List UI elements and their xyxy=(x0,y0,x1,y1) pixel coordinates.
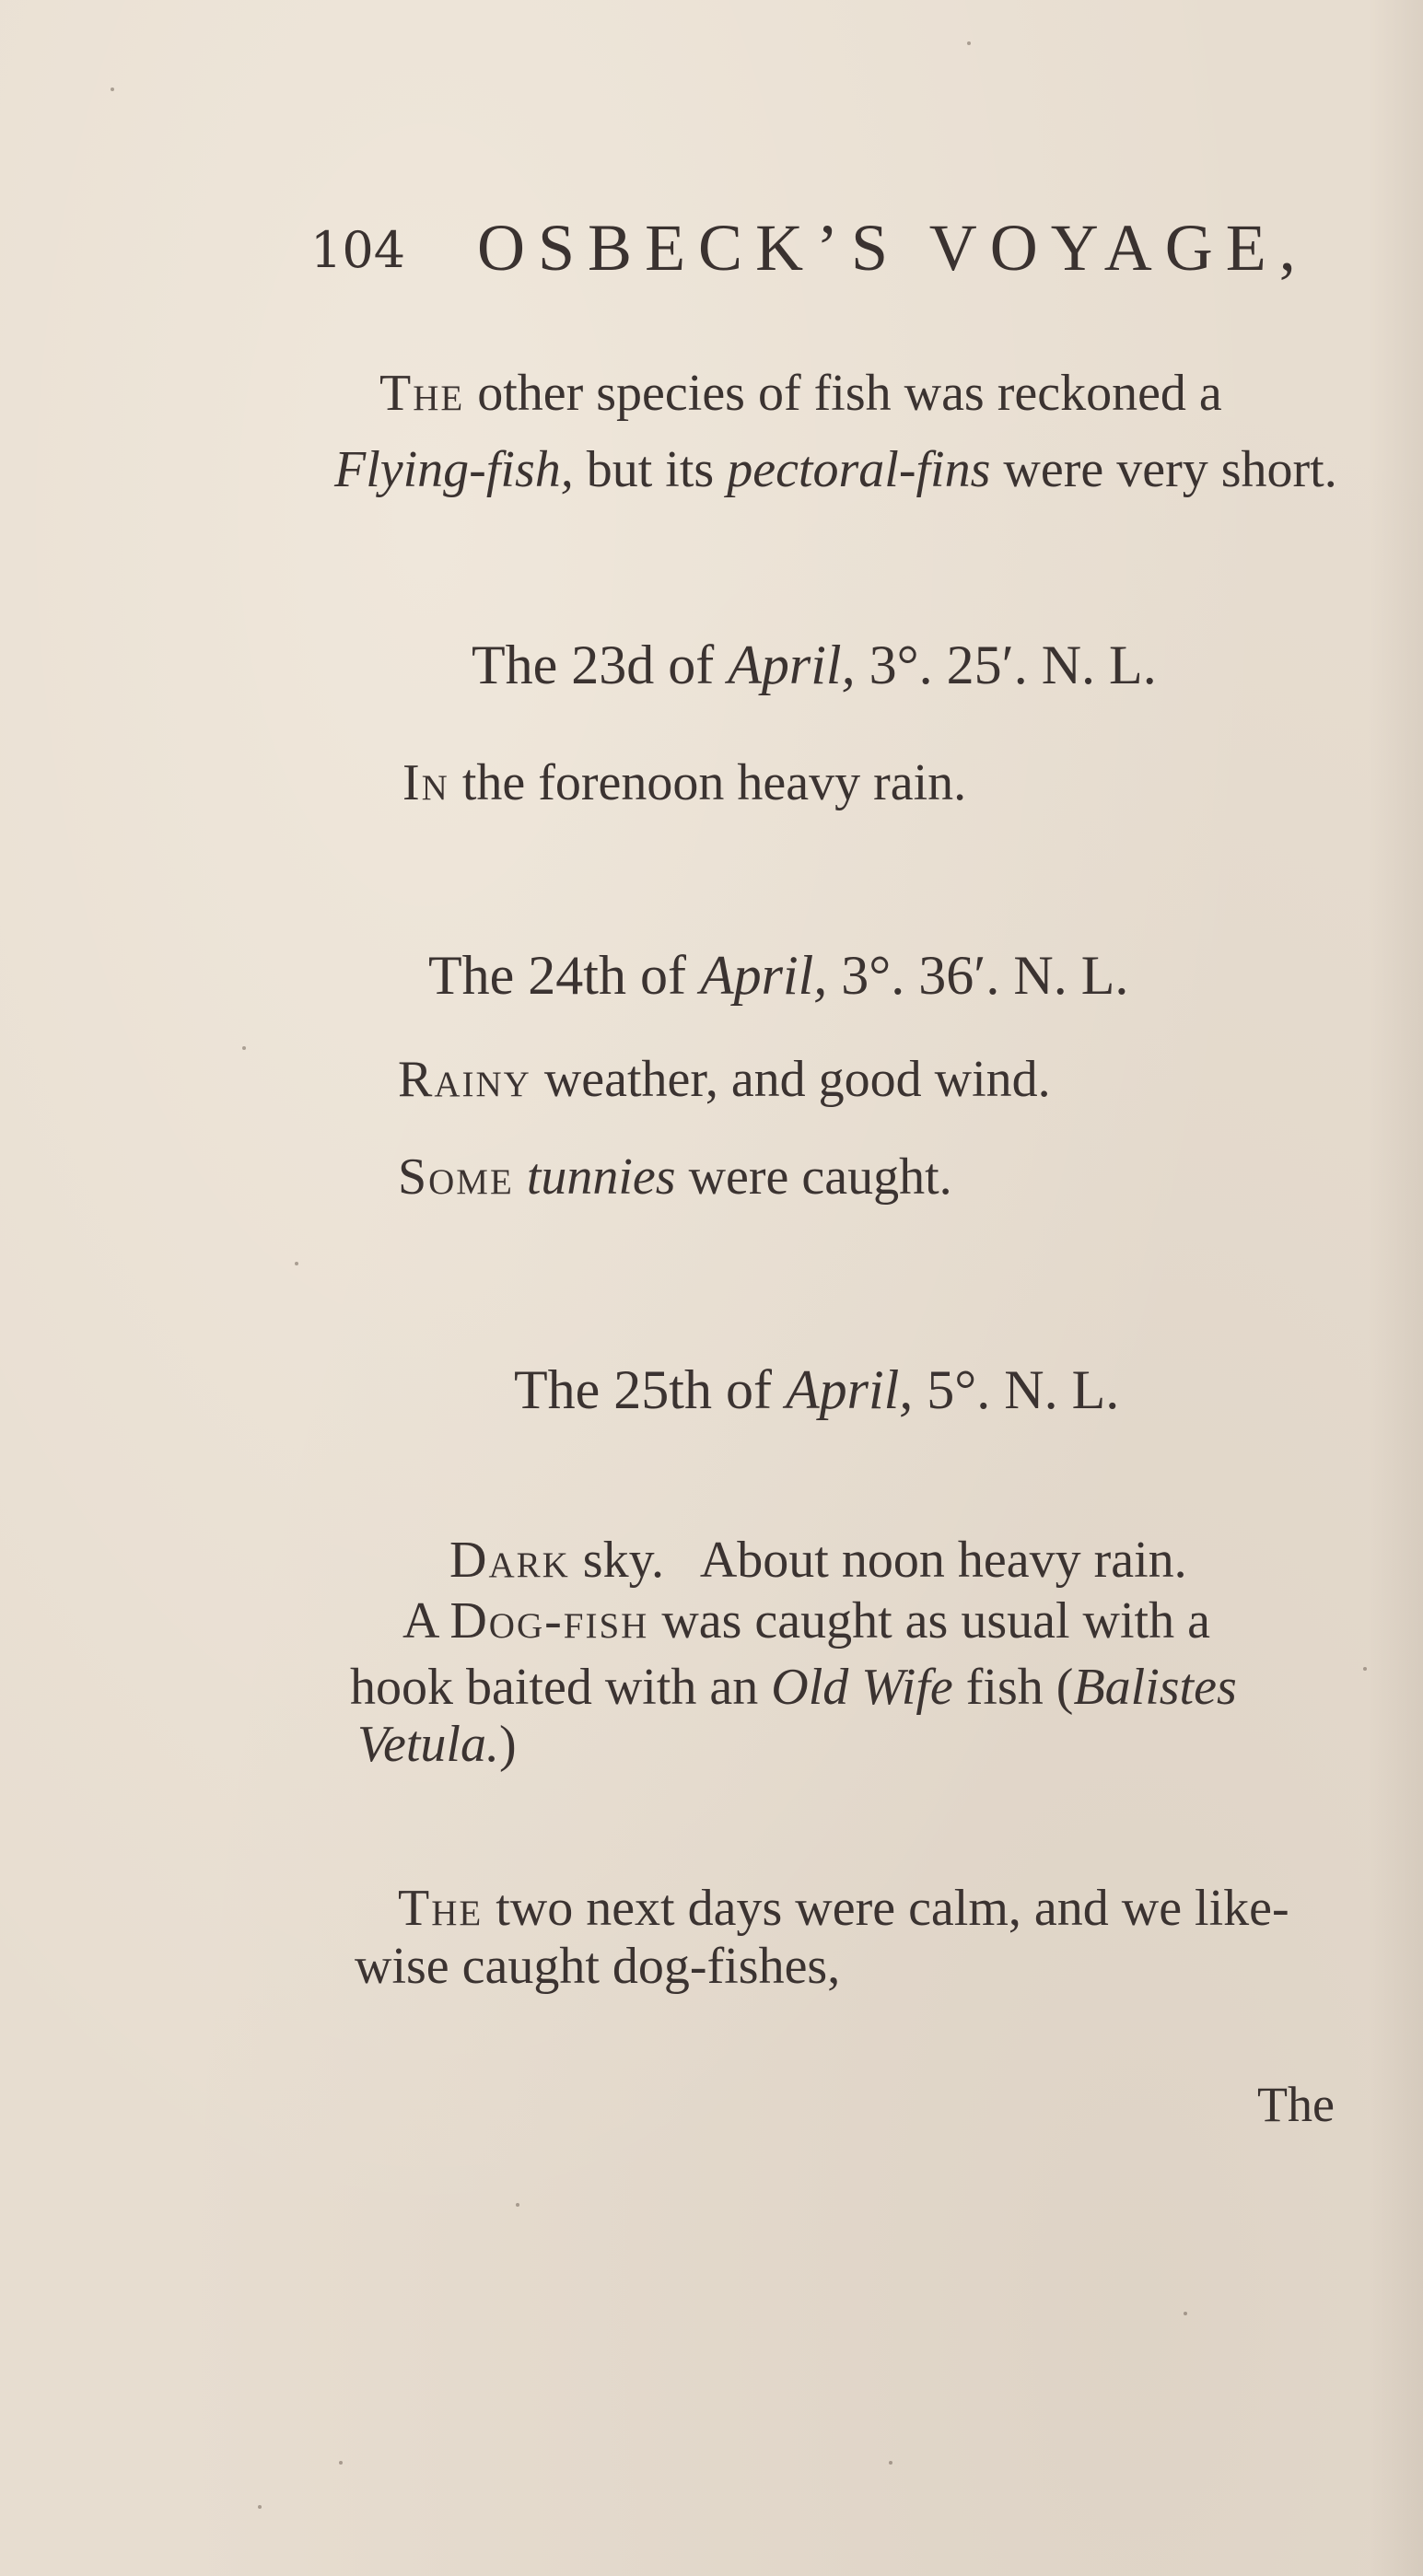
date-heading-24-april xyxy=(428,944,1128,1008)
italic-term: Flying-fish, xyxy=(334,441,574,498)
text-run: were caught. xyxy=(675,1148,952,1206)
italic-term: Vetula. xyxy=(357,1716,499,1773)
paper-speck xyxy=(516,2203,519,2207)
text-run: 3°. 25′. N. L. xyxy=(855,635,1157,695)
text-run: The 25th of xyxy=(514,1359,786,1420)
text-run: The 23d of xyxy=(472,635,729,695)
text-run: other species of fish was reckoned a xyxy=(464,365,1222,422)
text-run: fish ( xyxy=(952,1659,1074,1716)
italic-month: April, xyxy=(728,635,856,695)
italic-month: April, xyxy=(785,1359,914,1420)
date-heading-23-april xyxy=(472,634,1157,697)
text-run: two next days were calm, and we like- xyxy=(483,1880,1289,1937)
paper-speck xyxy=(295,1262,298,1265)
text-run: was caught as usual with a xyxy=(648,1592,1210,1649)
text-run xyxy=(514,1148,527,1206)
date-heading-25-april xyxy=(514,1358,1119,1422)
paper-speck xyxy=(1363,1667,1367,1671)
italic-term: Old Wife xyxy=(771,1659,953,1716)
drop-word: Some xyxy=(398,1148,514,1206)
paragraph-flying-fish-line-2 xyxy=(334,440,1337,499)
italic-term: Balistes xyxy=(1073,1659,1237,1716)
text-run: 3°. 36′. N. L. xyxy=(827,945,1129,1006)
text-run: hook baited with an xyxy=(350,1659,772,1716)
running-head-title: OSBECK’S VOYAGE, xyxy=(477,211,1309,285)
paper-speck xyxy=(258,2505,262,2509)
paper-speck xyxy=(967,41,971,45)
paper-speck xyxy=(1184,2312,1187,2315)
text-run: the forenoon heavy rain. xyxy=(449,754,967,811)
text-run: but its xyxy=(573,441,728,498)
drop-word: Dark xyxy=(449,1532,570,1589)
paragraph-calm-days-line-1 xyxy=(398,1879,1289,1938)
text-run: were very short. xyxy=(990,441,1337,498)
paper-speck xyxy=(339,2461,343,2465)
paper-speck xyxy=(242,1046,246,1050)
paragraph-tunnies xyxy=(398,1148,952,1206)
text-run: A xyxy=(402,1592,450,1649)
italic-month: April, xyxy=(699,945,828,1006)
drop-word: In xyxy=(402,754,449,811)
drop-word: Rainy xyxy=(398,1051,531,1108)
page-fold-shadow xyxy=(1368,0,1423,2576)
text-run: weather, and good wind. xyxy=(531,1051,1051,1108)
text-run: wise caught dog-fishes, xyxy=(355,1938,841,1995)
italic-term: tunnies xyxy=(526,1148,676,1206)
paragraph-dog-fish-line-3 xyxy=(357,1715,517,1774)
paragraph-dog-fish-line-2 xyxy=(350,1658,1237,1717)
drop-word: The xyxy=(398,1880,484,1937)
small-caps-term: Dog-fish xyxy=(449,1592,649,1649)
italic-term: pectoral-fins xyxy=(727,441,991,498)
text-run: sky. About noon heavy rain. xyxy=(569,1532,1187,1589)
drop-word: The xyxy=(379,365,465,422)
paragraph-flying-fish-line-1 xyxy=(379,364,1222,423)
paragraph-calm-days-line-2 xyxy=(355,1937,840,1996)
paragraph-forenoon-rain xyxy=(402,753,966,812)
paper-speck xyxy=(111,87,114,91)
text-run: ) xyxy=(498,1716,517,1773)
paper-speck xyxy=(889,2461,892,2465)
text-run: 5°. N. L. xyxy=(913,1359,1120,1420)
paragraph-rainy-weather xyxy=(398,1050,1051,1109)
paragraph-dog-fish-line-1 xyxy=(402,1591,1210,1650)
catchword: The xyxy=(1257,2077,1335,2132)
page-number: 104 xyxy=(310,221,406,279)
text-run: The 24th of xyxy=(428,945,700,1006)
